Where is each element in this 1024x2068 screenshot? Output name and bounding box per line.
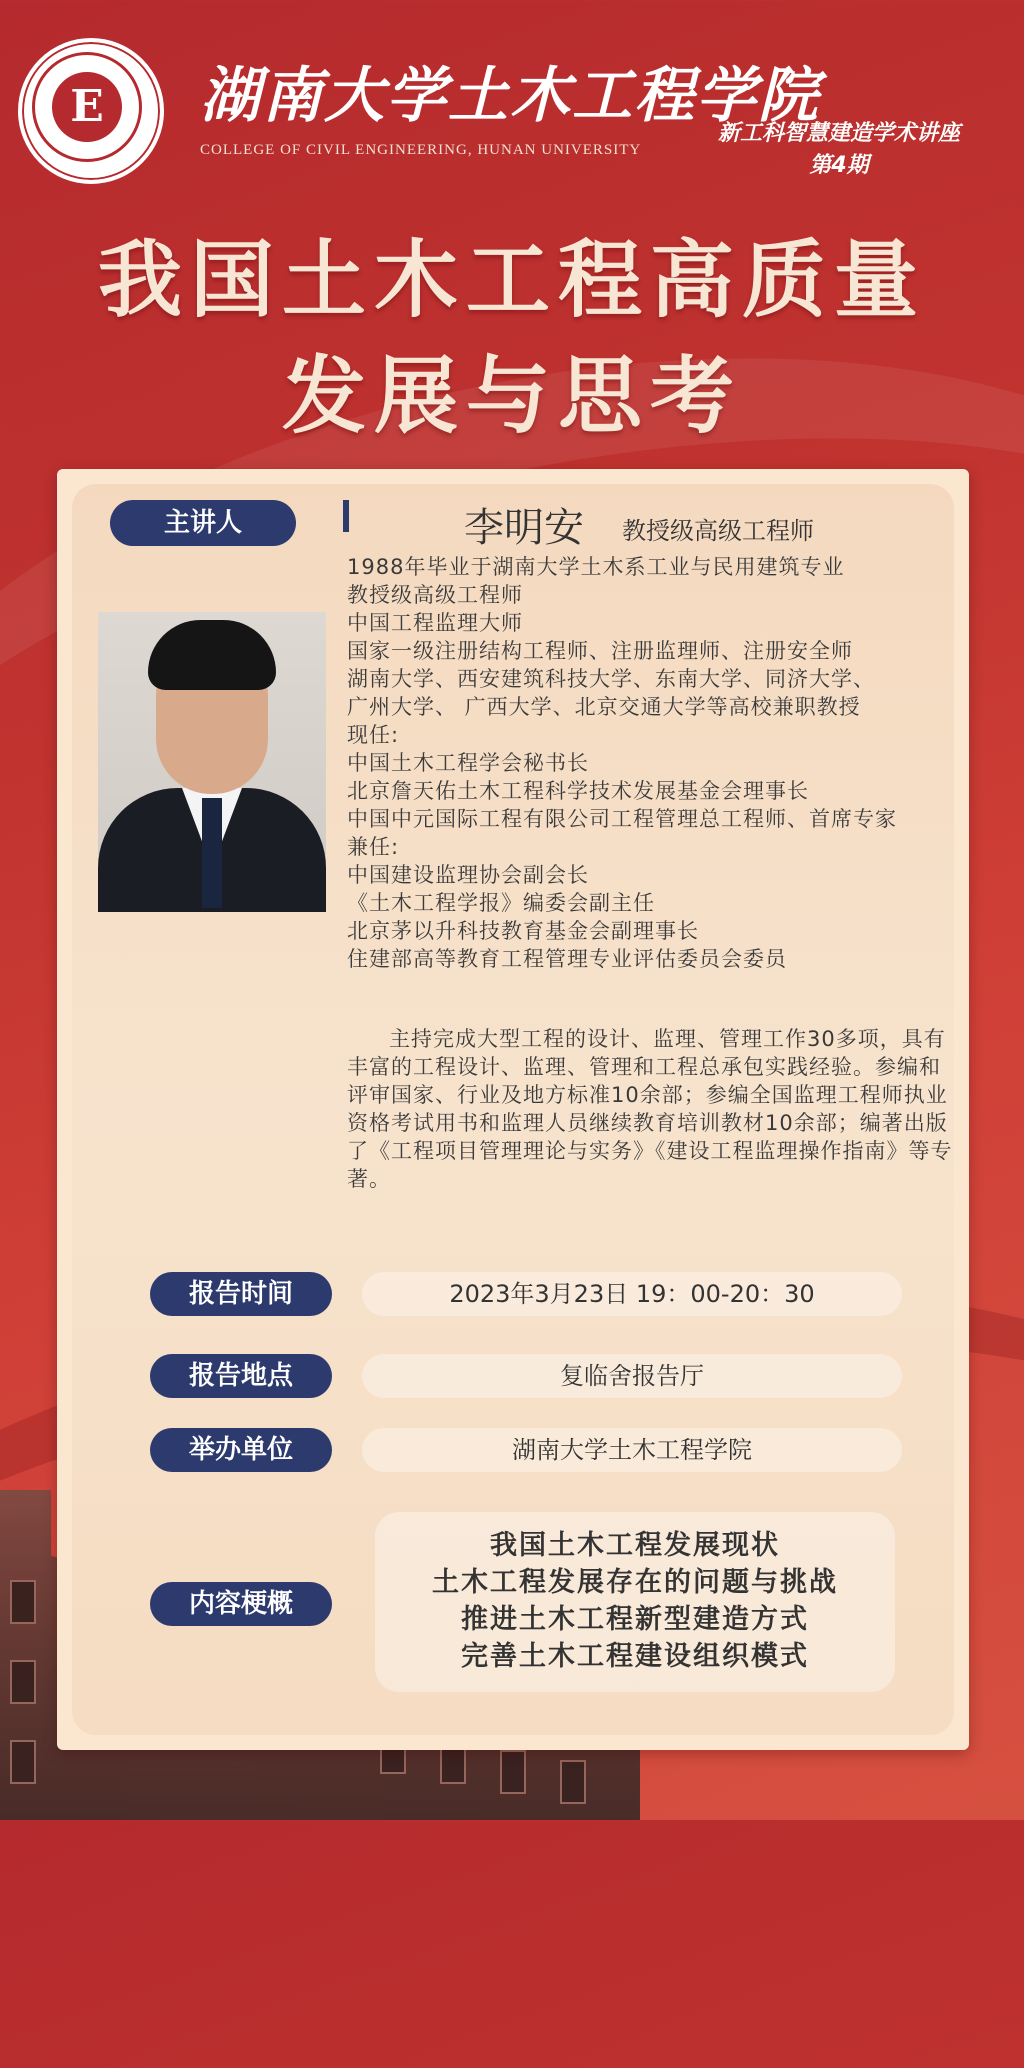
content-outline bbox=[375, 1512, 895, 1692]
host-value: 湖南大学土木工程学院 bbox=[362, 1428, 902, 1472]
title-line-2: 发展与思考 bbox=[281, 347, 742, 445]
content-item: 推进土木工程新型建造方式 bbox=[461, 1604, 809, 1635]
bio-line: 广州大学、 广西大学、北京交通大学等高校兼职教授 bbox=[347, 695, 861, 719]
content-item: 土木工程发展存在的问题与挑战 bbox=[432, 1567, 838, 1598]
bio-line: 中国工程监理大师 bbox=[347, 611, 523, 635]
lecture-series bbox=[674, 118, 1004, 182]
bio-line: 1988年毕业于湖南大学土木系工业与民用建筑专业 bbox=[347, 555, 845, 579]
time-label: 报告时间 bbox=[150, 1272, 332, 1316]
bio-line: 现任: bbox=[347, 723, 400, 747]
bio-line: 教授级高级工程师 bbox=[347, 583, 523, 607]
college-name-cn: 湖南大学土木工程学院 bbox=[200, 61, 820, 131]
speaker-name: 李明安 bbox=[464, 505, 584, 551]
name-marker bbox=[343, 500, 349, 532]
speaker-rank: 教授级高级工程师 bbox=[622, 517, 814, 545]
bio-line: 北京茅以升科技教育基金会副理事长 bbox=[347, 919, 699, 943]
college-name-en: COLLEGE OF CIVIL ENGINEERING, HUNAN UNIVERSITY bbox=[200, 142, 642, 158]
content-item: 我国土木工程发展现状 bbox=[490, 1530, 780, 1561]
bio-line: 兼任: bbox=[347, 835, 400, 859]
host-label: 举办单位 bbox=[150, 1428, 332, 1472]
bio-line: 中国建设监理协会副会长 bbox=[347, 863, 589, 887]
speaker-label: 主讲人 bbox=[110, 500, 296, 546]
poster-title bbox=[0, 222, 1024, 454]
place-label: 报告地点 bbox=[150, 1354, 332, 1398]
bio-line: 国家一级注册结构工程师、注册监理师、注册安全师 bbox=[347, 639, 853, 663]
bio-line: 北京詹天佑土木工程科学技术发展基金会理事长 bbox=[347, 779, 809, 803]
speaker-photo bbox=[98, 612, 326, 912]
content-item: 完善土木工程建设组织模式 bbox=[461, 1641, 809, 1672]
content-label: 内容梗概 bbox=[150, 1582, 332, 1626]
series-name: 新工科智慧建造学术讲座 bbox=[717, 121, 960, 146]
place-value: 复临舍报告厅 bbox=[362, 1354, 902, 1398]
speaker-summary: 主持完成大型工程的设计、监理、管理工作30多项，具有丰富的工程设计、监理、管理和工程总承包实践经验。参编和评审国家、行业及地方标准10余部；参编全国监理工程师执业资格考试用书和监理人员继续教育培训教材10余部；编著出版了《工程项目管理理论与实务》《建设工程监理操作指南》等专著。 bbox=[347, 1027, 953, 1191]
bio-line: 中国土木工程学会秘书长 bbox=[347, 751, 589, 775]
bio-line: 中国中元国际工程有限公司工程管理总工程师、首席专家 bbox=[347, 807, 897, 831]
speaker-bio bbox=[347, 553, 957, 973]
title-line-1: 我国土木工程高质量 bbox=[97, 231, 926, 329]
time-value: 2023年3月23日 19：00-20：30 bbox=[362, 1272, 902, 1316]
university-logo: E bbox=[18, 38, 164, 184]
series-issue: 第4期 bbox=[809, 153, 869, 178]
bio-line: 《土木工程学报》编委会副主任 bbox=[347, 891, 655, 915]
bio-line: 湖南大学、西安建筑科技大学、东南大学、同济大学、 bbox=[347, 667, 875, 691]
bio-line: 住建部高等教育工程管理专业评估委员会委员 bbox=[347, 947, 787, 971]
